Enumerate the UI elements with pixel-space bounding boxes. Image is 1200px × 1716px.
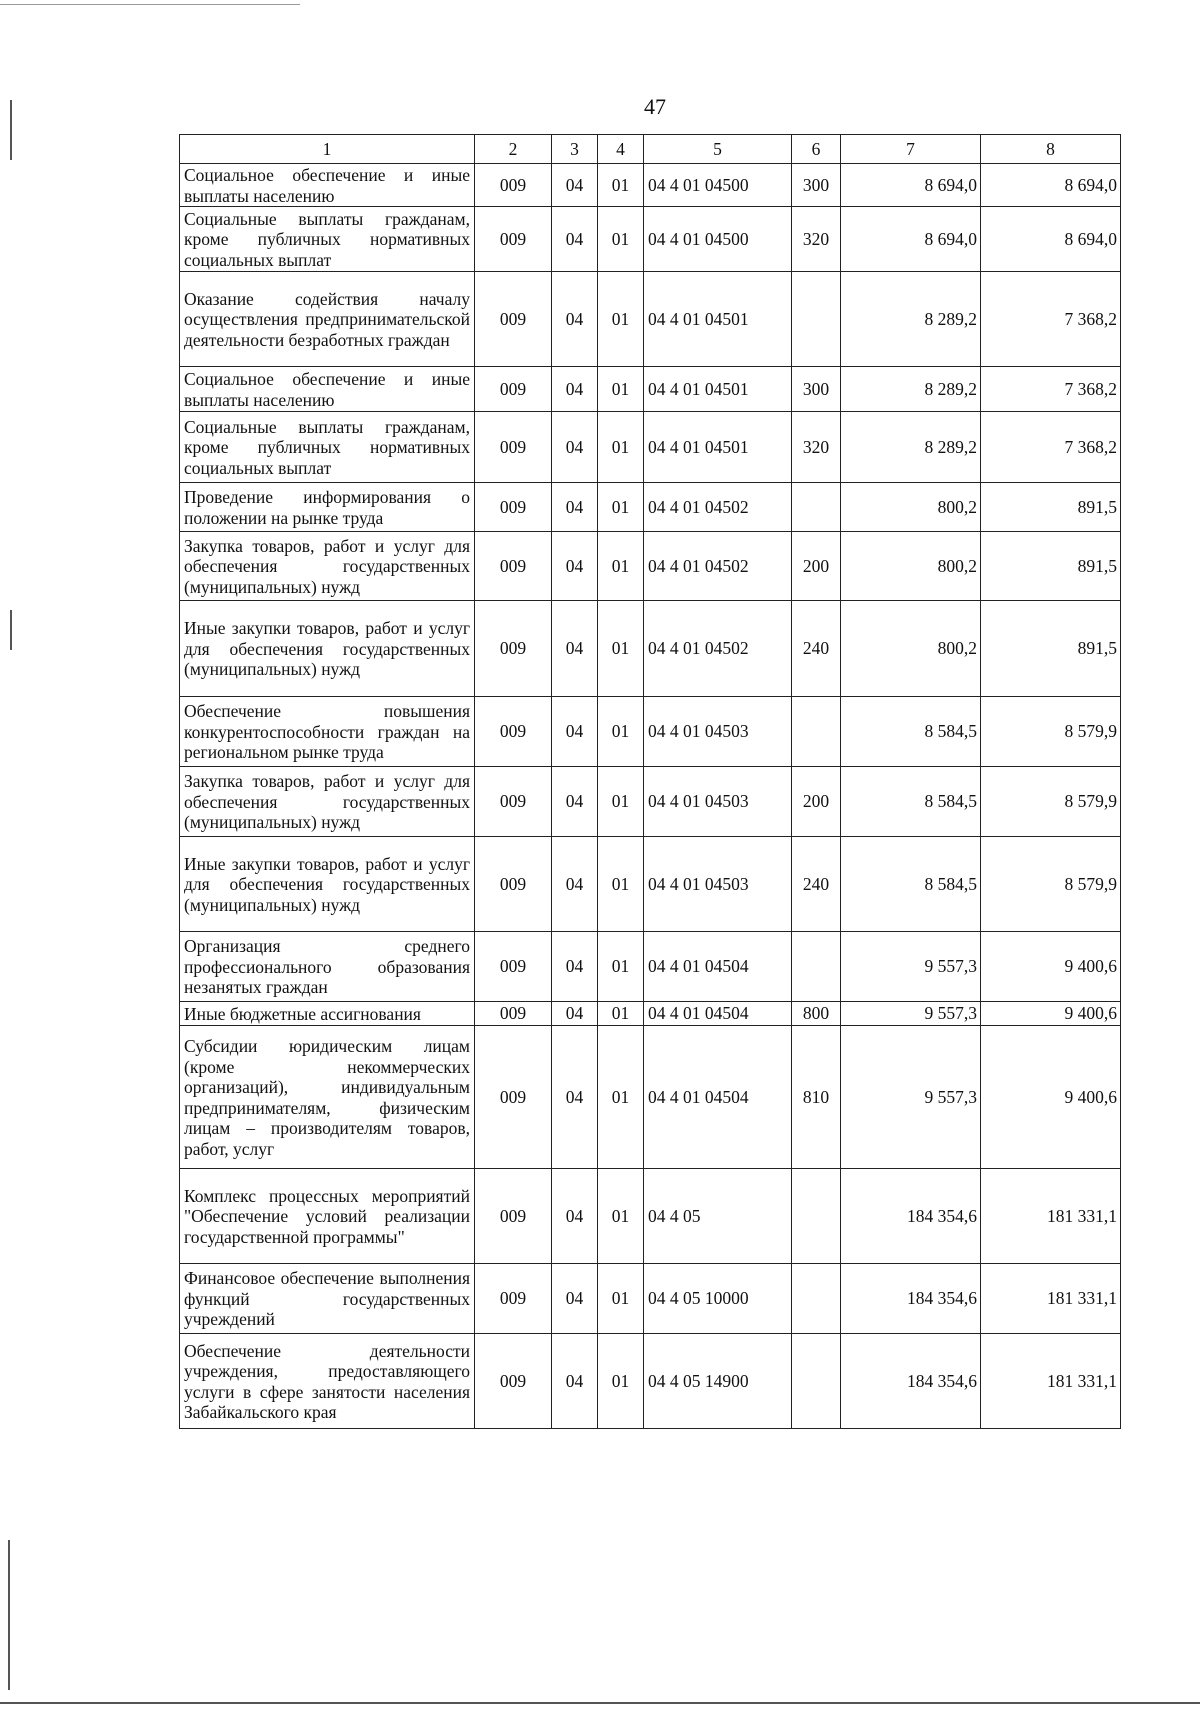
cell-admin: 009 xyxy=(475,1002,552,1026)
row-name: Закупка товаров, работ и услуг для обеспечения государственных (муниципальных) нужд xyxy=(180,767,475,837)
row-name: Оказание содействия началу осуществления предпринимательской деятельности безработных граждан xyxy=(180,272,475,367)
cell-target-code: 04 4 01 04500 xyxy=(644,164,792,207)
cell-amount-2: 181 331,1 xyxy=(981,1169,1121,1264)
cell-section: 04 xyxy=(552,412,598,483)
row-name: Социальные выплаты гражданам, кроме публичных нормативных социальных выплат xyxy=(180,412,475,483)
cell-expense-type xyxy=(792,272,841,367)
cell-amount-2: 8 579,9 xyxy=(981,837,1121,932)
cell-amount-1: 8 694,0 xyxy=(841,164,981,207)
cell-expense-type: 240 xyxy=(792,837,841,932)
cell-admin: 009 xyxy=(475,767,552,837)
cell-amount-1: 8 584,5 xyxy=(841,837,981,932)
cell-admin: 009 xyxy=(475,601,552,697)
row-name: Социальное обеспечение и иные выплаты населению xyxy=(180,367,475,412)
cell-expense-type xyxy=(792,483,841,532)
cell-section: 04 xyxy=(552,837,598,932)
cell-amount-2: 9 400,6 xyxy=(981,1002,1121,1026)
cell-subsection: 01 xyxy=(598,1334,644,1429)
table-row xyxy=(180,697,1121,767)
cell-target-code: 04 4 01 04502 xyxy=(644,532,792,601)
cell-section: 04 xyxy=(552,207,598,272)
table-row xyxy=(180,1334,1121,1429)
cell-admin: 009 xyxy=(475,483,552,532)
cell-subsection: 01 xyxy=(598,272,644,367)
cell-expense-type: 240 xyxy=(792,601,841,697)
cell-subsection: 01 xyxy=(598,367,644,412)
cell-admin: 009 xyxy=(475,1264,552,1334)
cell-section: 04 xyxy=(552,1002,598,1026)
cell-expense-type xyxy=(792,1169,841,1264)
cell-amount-1: 800,2 xyxy=(841,532,981,601)
cell-target-code: 04 4 01 04503 xyxy=(644,767,792,837)
cell-target-code: 04 4 05 14900 xyxy=(644,1334,792,1429)
cell-admin: 009 xyxy=(475,207,552,272)
cell-amount-2: 9 400,6 xyxy=(981,1026,1121,1169)
cell-target-code: 04 4 01 04504 xyxy=(644,1026,792,1169)
cell-subsection: 01 xyxy=(598,1002,644,1026)
cell-subsection: 01 xyxy=(598,1169,644,1264)
cell-expense-type: 300 xyxy=(792,367,841,412)
budget-table xyxy=(179,134,1121,1429)
cell-amount-1: 9 557,3 xyxy=(841,932,981,1002)
cell-amount-1: 800,2 xyxy=(841,601,981,697)
cell-target-code: 04 4 01 04504 xyxy=(644,1002,792,1026)
cell-expense-type xyxy=(792,1334,841,1429)
cell-section: 04 xyxy=(552,932,598,1002)
row-name: Закупка товаров, работ и услуг для обеспечения государственных (муниципальных) нужд xyxy=(180,532,475,601)
cell-admin: 009 xyxy=(475,697,552,767)
col-header: 7 xyxy=(841,135,981,164)
cell-admin: 009 xyxy=(475,367,552,412)
cell-target-code: 04 4 01 04500 xyxy=(644,207,792,272)
row-name: Комплекс процессных мероприятий "Обеспечение условий реализации государственной программы" xyxy=(180,1169,475,1264)
cell-target-code: 04 4 01 04502 xyxy=(644,483,792,532)
cell-amount-2: 891,5 xyxy=(981,532,1121,601)
cell-subsection: 01 xyxy=(598,1264,644,1334)
cell-amount-1: 184 354,6 xyxy=(841,1264,981,1334)
table-row xyxy=(180,272,1121,367)
col-header: 4 xyxy=(598,135,644,164)
cell-amount-2: 8 694,0 xyxy=(981,164,1121,207)
cell-amount-2: 8 579,9 xyxy=(981,697,1121,767)
cell-amount-1: 8 289,2 xyxy=(841,272,981,367)
cell-target-code: 04 4 01 04504 xyxy=(644,932,792,1002)
cell-amount-2: 7 368,2 xyxy=(981,412,1121,483)
cell-amount-2: 7 368,2 xyxy=(981,272,1121,367)
cell-expense-type: 800 xyxy=(792,1002,841,1026)
col-header: 2 xyxy=(475,135,552,164)
cell-section: 04 xyxy=(552,532,598,601)
cell-expense-type xyxy=(792,932,841,1002)
cell-expense-type: 810 xyxy=(792,1026,841,1169)
cell-section: 04 xyxy=(552,164,598,207)
cell-amount-2: 7 368,2 xyxy=(981,367,1121,412)
row-name: Иные закупки товаров, работ и услуг для обеспечения государственных (муниципальных) нужд xyxy=(180,837,475,932)
scan-edge-bottom xyxy=(0,1702,1200,1704)
cell-amount-1: 9 557,3 xyxy=(841,1026,981,1169)
cell-section: 04 xyxy=(552,767,598,837)
page-number: 47 xyxy=(644,94,666,119)
cell-subsection: 01 xyxy=(598,412,644,483)
cell-target-code: 04 4 01 04501 xyxy=(644,272,792,367)
cell-subsection: 01 xyxy=(598,837,644,932)
cell-amount-1: 800,2 xyxy=(841,483,981,532)
cell-amount-2: 8 694,0 xyxy=(981,207,1121,272)
cell-amount-1: 8 694,0 xyxy=(841,207,981,272)
table-row xyxy=(180,837,1121,932)
cell-subsection: 01 xyxy=(598,207,644,272)
cell-amount-2: 9 400,6 xyxy=(981,932,1121,1002)
cell-section: 04 xyxy=(552,1334,598,1429)
row-name: Финансовое обеспечение выполнения функций государственных учреждений xyxy=(180,1264,475,1334)
cell-expense-type: 320 xyxy=(792,412,841,483)
row-name: Проведение информирования о положении на рынке труда xyxy=(180,483,475,532)
cell-amount-2: 891,5 xyxy=(981,601,1121,697)
table-row xyxy=(180,932,1121,1002)
table-row xyxy=(180,367,1121,412)
cell-expense-type: 200 xyxy=(792,767,841,837)
cell-expense-type xyxy=(792,697,841,767)
cell-subsection: 01 xyxy=(598,1026,644,1169)
cell-subsection: 01 xyxy=(598,932,644,1002)
cell-target-code: 04 4 01 04501 xyxy=(644,412,792,483)
table-row xyxy=(180,1002,1121,1026)
cell-expense-type xyxy=(792,1264,841,1334)
table-row xyxy=(180,767,1121,837)
table-row xyxy=(180,1169,1121,1264)
row-name: Обеспечение деятельности учреждения, предоставляющего услуги в сфере занятости населения Забайкальского края xyxy=(180,1334,475,1429)
cell-admin: 009 xyxy=(475,932,552,1002)
cell-amount-2: 181 331,1 xyxy=(981,1334,1121,1429)
cell-target-code: 04 4 01 04501 xyxy=(644,367,792,412)
table-row xyxy=(180,412,1121,483)
col-header: 1 xyxy=(180,135,475,164)
cell-subsection: 01 xyxy=(598,483,644,532)
cell-subsection: 01 xyxy=(598,697,644,767)
cell-section: 04 xyxy=(552,1169,598,1264)
table-row xyxy=(180,1026,1121,1169)
cell-amount-2: 181 331,1 xyxy=(981,1264,1121,1334)
cell-expense-type: 300 xyxy=(792,164,841,207)
scan-margin-mark xyxy=(10,610,12,650)
cell-subsection: 01 xyxy=(598,164,644,207)
cell-target-code: 04 4 01 04503 xyxy=(644,697,792,767)
cell-admin: 009 xyxy=(475,1169,552,1264)
cell-section: 04 xyxy=(552,272,598,367)
row-name: Иные бюджетные ассигнования xyxy=(180,1002,475,1026)
table-row xyxy=(180,532,1121,601)
cell-target-code: 04 4 05 10000 xyxy=(644,1264,792,1334)
cell-target-code: 04 4 01 04503 xyxy=(644,837,792,932)
table-row xyxy=(180,601,1121,697)
cell-amount-2: 891,5 xyxy=(981,483,1121,532)
cell-section: 04 xyxy=(552,697,598,767)
row-name: Обеспечение повышения конкурентоспособности граждан на региональном рынке труда xyxy=(180,697,475,767)
cell-section: 04 xyxy=(552,1026,598,1169)
cell-admin: 009 xyxy=(475,164,552,207)
col-header: 5 xyxy=(644,135,792,164)
cell-subsection: 01 xyxy=(598,767,644,837)
table-row xyxy=(180,483,1121,532)
row-name: Субсидии юридическим лицам (кроме некоммерческих организаций), индивидуальным предпринимателям, физическим лицам – производителям товаров, работ, услуг xyxy=(180,1026,475,1169)
cell-expense-type: 200 xyxy=(792,532,841,601)
cell-section: 04 xyxy=(552,483,598,532)
cell-amount-1: 184 354,6 xyxy=(841,1169,981,1264)
col-header: 6 xyxy=(792,135,841,164)
cell-section: 04 xyxy=(552,601,598,697)
cell-expense-type: 320 xyxy=(792,207,841,272)
cell-admin: 009 xyxy=(475,412,552,483)
cell-amount-1: 8 584,5 xyxy=(841,697,981,767)
col-header: 8 xyxy=(981,135,1121,164)
col-header: 3 xyxy=(552,135,598,164)
cell-target-code: 04 4 05 xyxy=(644,1169,792,1264)
cell-amount-2: 8 579,9 xyxy=(981,767,1121,837)
row-name: Социальные выплаты гражданам, кроме публичных нормативных социальных выплат xyxy=(180,207,475,272)
cell-subsection: 01 xyxy=(598,601,644,697)
cell-amount-1: 8 584,5 xyxy=(841,767,981,837)
cell-admin: 009 xyxy=(475,1334,552,1429)
row-name: Социальное обеспечение и иные выплаты населению xyxy=(180,164,475,207)
row-name: Иные закупки товаров, работ и услуг для обеспечения государственных (муниципальных) нужд xyxy=(180,601,475,697)
cell-section: 04 xyxy=(552,367,598,412)
row-name: Организация среднего профессионального образования незанятых граждан xyxy=(180,932,475,1002)
cell-amount-1: 8 289,2 xyxy=(841,367,981,412)
cell-admin: 009 xyxy=(475,837,552,932)
cell-admin: 009 xyxy=(475,532,552,601)
cell-admin: 009 xyxy=(475,1026,552,1169)
cell-section: 04 xyxy=(552,1264,598,1334)
cell-admin: 009 xyxy=(475,272,552,367)
table-row xyxy=(180,207,1121,272)
cell-amount-1: 9 557,3 xyxy=(841,1002,981,1026)
table-row xyxy=(180,164,1121,207)
header-row xyxy=(180,135,1121,164)
scan-margin-mark xyxy=(8,1540,10,1690)
cell-target-code: 04 4 01 04502 xyxy=(644,601,792,697)
cell-amount-1: 8 289,2 xyxy=(841,412,981,483)
scan-edge-top xyxy=(0,4,300,5)
cell-amount-1: 184 354,6 xyxy=(841,1334,981,1429)
table-row xyxy=(180,1264,1121,1334)
cell-subsection: 01 xyxy=(598,532,644,601)
